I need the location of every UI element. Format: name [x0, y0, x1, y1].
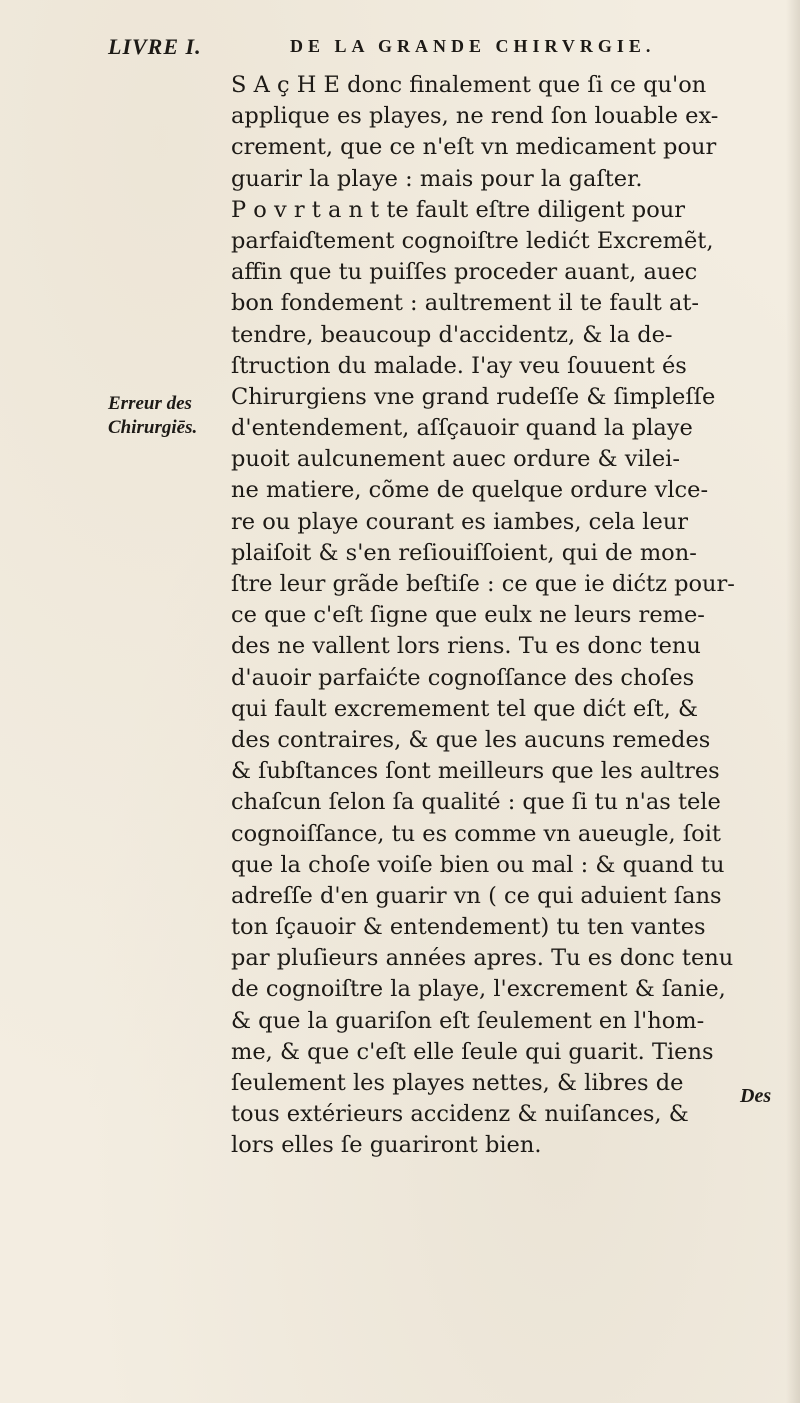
text-line: cognoiſſance, tu es comme vn aueugle, ſoit: [231, 820, 721, 847]
text-line: adreſſe d'en guarir vn ( ce qui aduient ſans: [231, 882, 722, 909]
body-text: [231, 70, 771, 1162]
text-line: ſtruction du malade. I'ay veu ſouuent és: [231, 352, 687, 379]
text-line: des contraires, & que les aucuns remedes: [231, 726, 711, 753]
text-line: bon fondement : aultrement il te fault at-: [231, 290, 700, 317]
text-line: plaiſoit & s'en reſiouiſſoient, qui de mon-: [231, 539, 697, 566]
text-line: par pluſieurs années apres. Tu es donc tenu: [231, 945, 734, 972]
text-line: lors elles ſe guariront bien.: [231, 1132, 542, 1159]
text-line: P o v r t a n t te fault eſtre diligent pour: [231, 196, 685, 223]
text-line: tendre, beaucoup d'accidentz, & la de-: [231, 321, 673, 348]
text-line: qui fault excremement tel que dićt eſt, &: [231, 695, 699, 722]
text-line: des ne vallent lors riens. Tu es donc tenu: [231, 633, 701, 660]
text-line: me, & que c'eſt elle ſeule qui guarit. Tiens: [231, 1038, 714, 1065]
text-line: S A ç H E donc finalement que ſi ce qu'on: [231, 72, 707, 98]
text-line: de cognoiſtre la playe, l'excrement & ſanie,: [231, 976, 726, 1003]
text-line: que la choſe voiſe bien ou mal : & quand tu: [231, 851, 725, 878]
marginal-note: [108, 392, 228, 440]
catchword: Des: [740, 1085, 772, 1107]
marginal-note-line: Chirurgiēs.: [108, 417, 198, 438]
text-line: guarir la playe : mais pour la gaſter.: [231, 165, 643, 192]
running-head: [108, 34, 748, 64]
page-edge-shadow: [786, 0, 800, 1403]
text-line: re ou playe courant es iambes, cela leur: [231, 508, 689, 535]
text-line: affin que tu puiſſes proceder auant, auec: [231, 259, 698, 286]
text-line: chaſcun ſelon ſa qualité : que ſi tu n'as tele: [231, 789, 721, 816]
book-number: LIVRE I.: [108, 34, 202, 59]
text-line: ne matiere, cõme de quelque ordure vlce-: [231, 477, 709, 504]
text-line: tous extérieurs accidenz & nuiſances, &: [231, 1101, 689, 1128]
text-line: & ſubſtances ſont meilleurs que les aultres: [231, 758, 720, 785]
text-line: parfaiɗtement cognoiſtre ledićt Excremẽt,: [231, 227, 714, 254]
text-line: ce que c'eſt ſigne que eulx ne leurs reme-: [231, 602, 705, 629]
text-line: crement, que ce n'eſt vn medicament pour: [231, 134, 717, 161]
text-line: ton ſçauoir & entendement) tu ten vantes: [231, 914, 706, 941]
text-line: puoit aulcunement auec ordure & vilei-: [231, 446, 680, 473]
text-line: Chirurgiens vne grand rudeſſe & ſimpleſſe: [231, 383, 716, 410]
marginal-note-line: Erreur des: [108, 393, 192, 414]
text-line: d'entendement, aſſçauoir quand la playe: [231, 415, 693, 442]
running-title: DE LA GRANDE CHIRVRGIE.: [290, 36, 656, 56]
text-line: ſtre leur grãde beſtiſe : ce que ie dićtz pour-: [231, 571, 735, 597]
text-line: applique es playes, ne rend ſon louable ex-: [231, 103, 719, 130]
text-line: & que la guariſon eſt ſeulement en l'hom-: [231, 1007, 705, 1034]
text-line: d'auoir parfaićte cognoſſance des choſes: [231, 664, 695, 691]
text-line: ſeulement les playes nettes, & libres de: [231, 1070, 684, 1096]
